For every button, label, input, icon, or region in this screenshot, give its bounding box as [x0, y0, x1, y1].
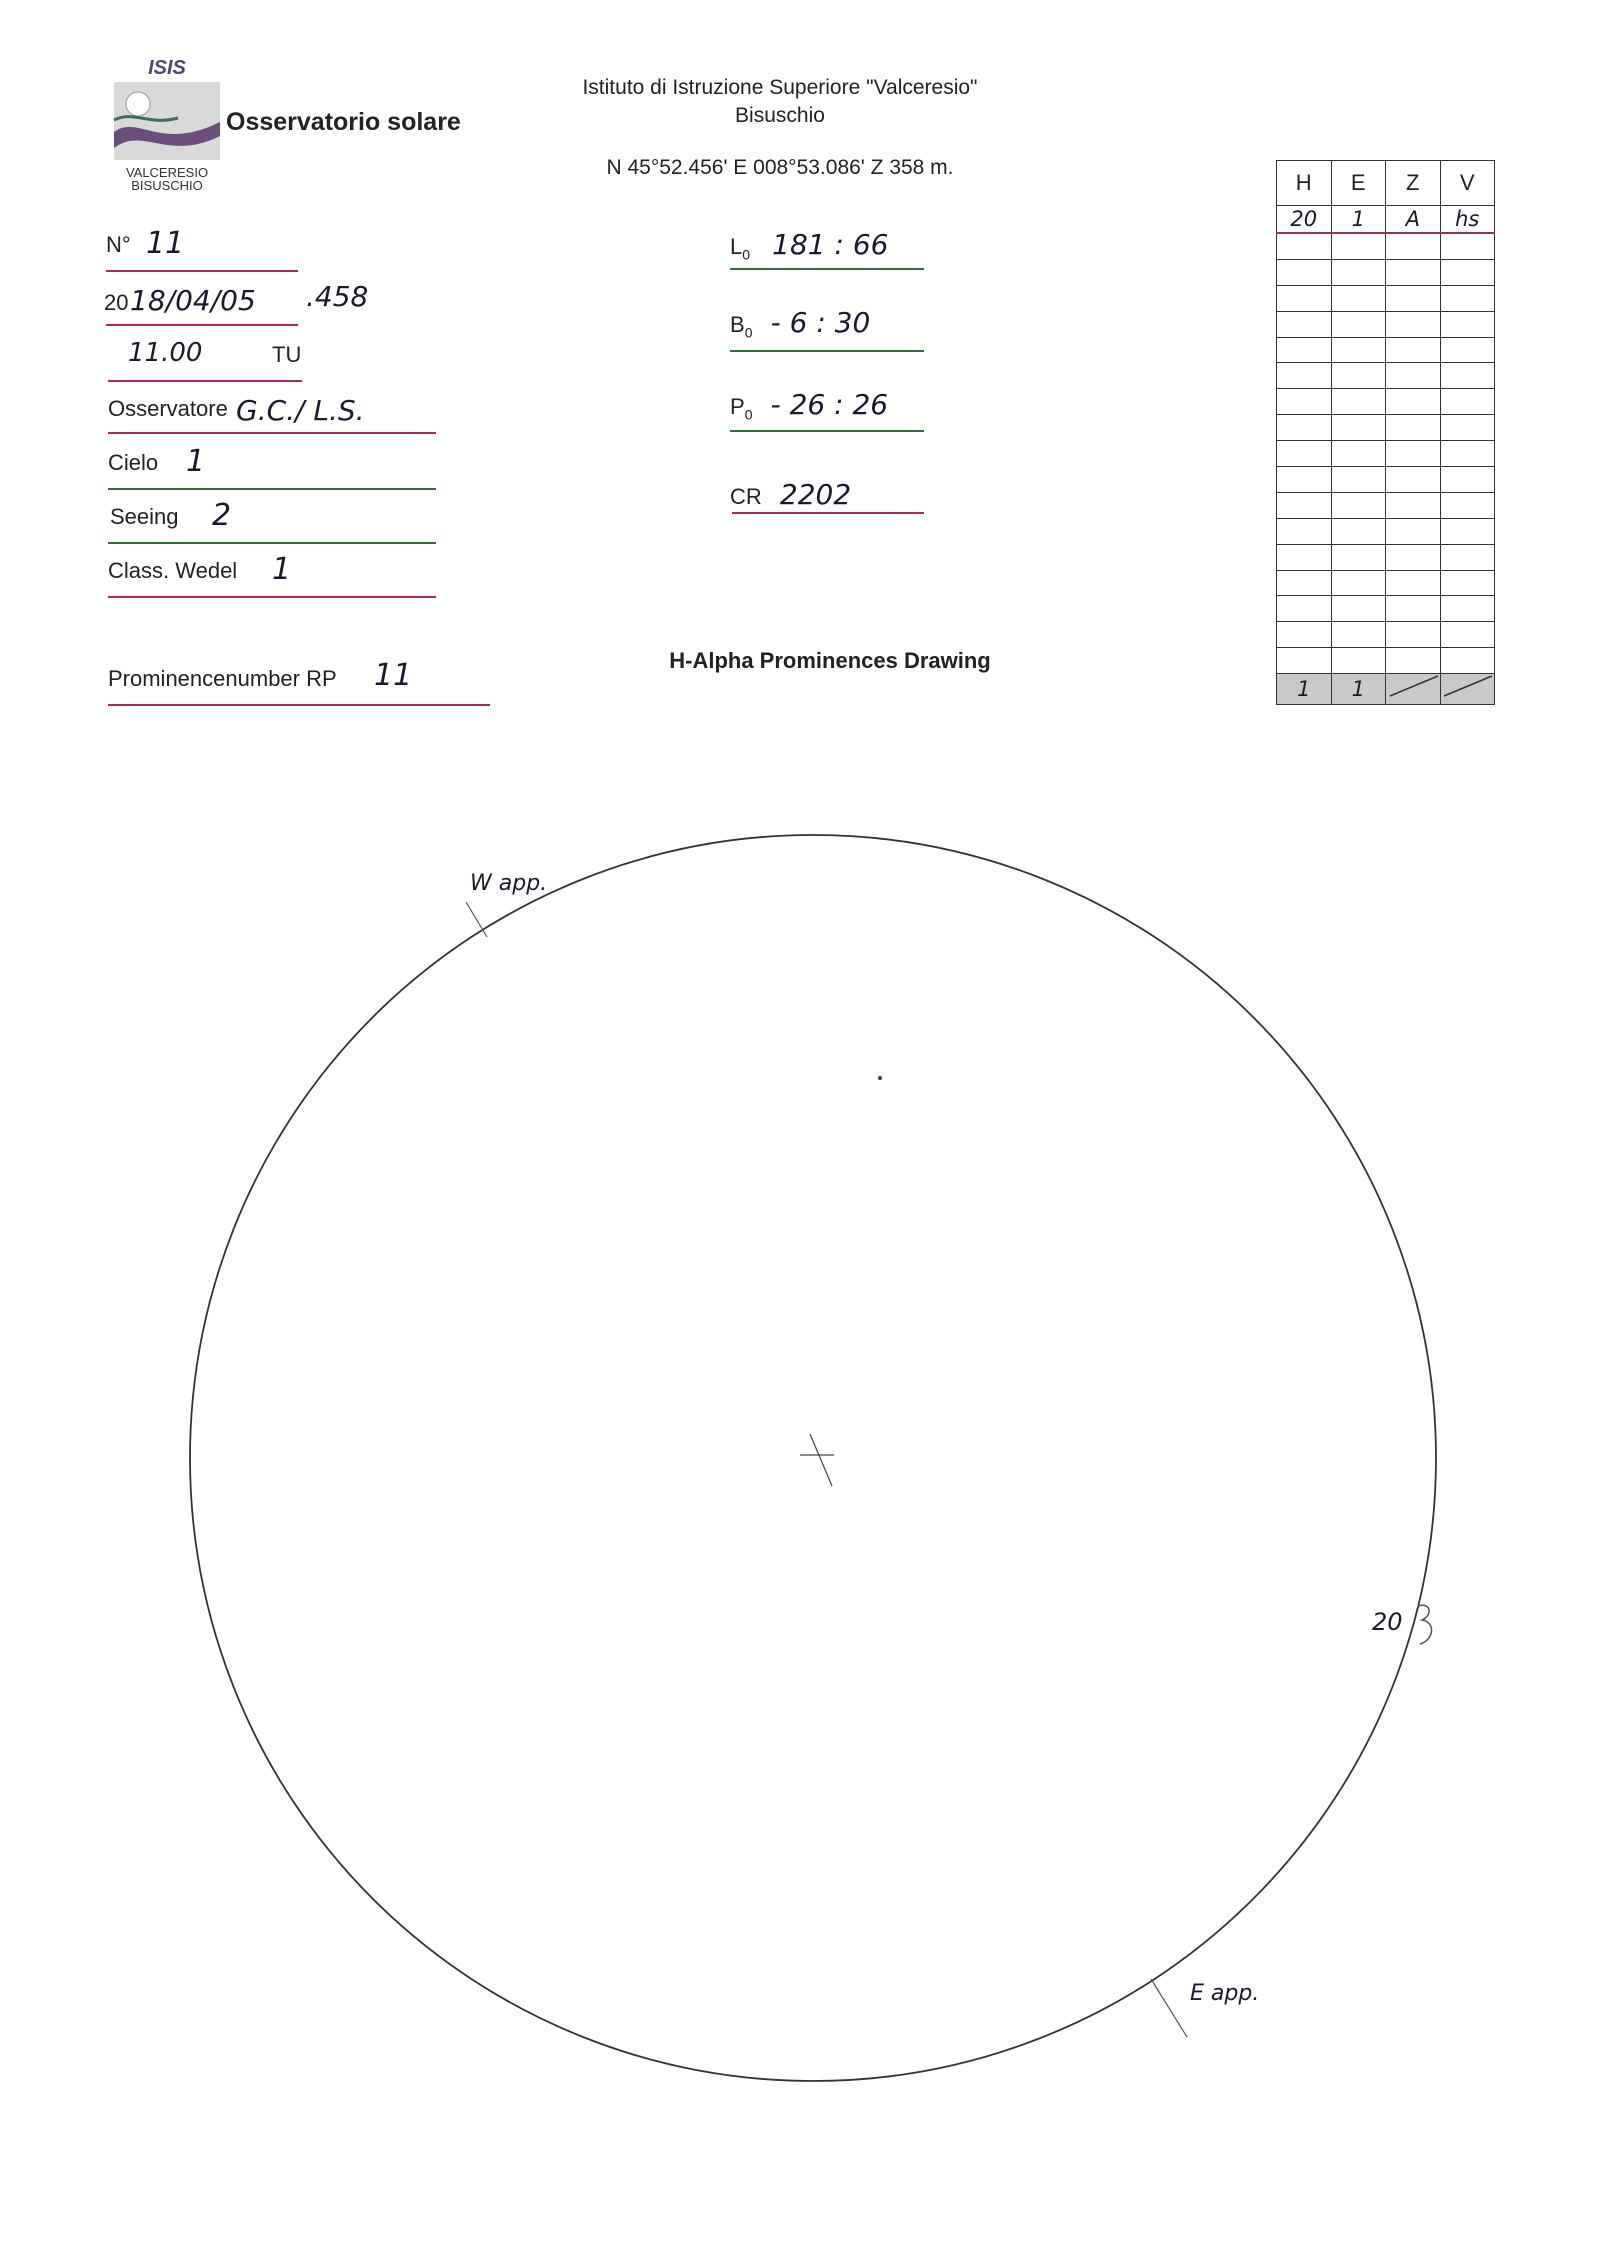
- cell-h: 20: [1277, 206, 1332, 234]
- disk-dot: [878, 1076, 882, 1080]
- logo-bisuschio-text: BISUSCHIO: [131, 178, 203, 193]
- l0-value: 181 : 66: [772, 228, 889, 261]
- header-v: V: [1440, 161, 1495, 206]
- wedel-label: Class. Wedel: [108, 558, 238, 583]
- prominence-sketch: [1418, 1605, 1432, 1644]
- l0-subscript: 0: [742, 246, 751, 263]
- p0-label: P: [730, 394, 745, 419]
- cell-z: A: [1386, 206, 1441, 234]
- seeing-value: 2: [212, 498, 232, 533]
- institute-town: Bisuschio: [735, 104, 825, 127]
- p0-value: - 26 : 26: [770, 388, 889, 421]
- header-z: Z: [1386, 161, 1441, 206]
- cr-label: CR: [730, 484, 762, 509]
- drawing-title: H-Alpha Prominences Drawing: [669, 648, 991, 673]
- header-h: H: [1277, 161, 1332, 206]
- institute-name: Istituto di Istruzione Superiore "Valceresio": [582, 76, 978, 99]
- header-e: E: [1331, 161, 1386, 206]
- b0-subscript: 0: [744, 324, 753, 341]
- total-e: 1: [1331, 674, 1386, 705]
- sky-label: Cielo: [108, 450, 159, 475]
- number-label: N°: [106, 232, 131, 257]
- west-tick: [466, 902, 487, 937]
- b0-value: - 6 : 30: [770, 306, 871, 339]
- observatory-title: Osservatorio solare: [226, 108, 461, 136]
- east-label: E app.: [1190, 1981, 1260, 2006]
- total-h: 1: [1277, 674, 1332, 705]
- logo-valceresio-text: VALCERESIO: [125, 165, 209, 180]
- observer-label: Osservatore: [108, 396, 228, 421]
- logo-isis-text: ISIS: [148, 57, 186, 79]
- prominence-count-value: 11: [374, 658, 413, 693]
- date-prefix: 20: [104, 290, 129, 315]
- solar-disk-outline: [190, 835, 1436, 2081]
- west-label: W app.: [470, 871, 548, 896]
- date-fraction: .458: [306, 280, 369, 313]
- prominence-label: 20: [1372, 1608, 1403, 1636]
- observer-value: G.C./ L.S.: [236, 394, 365, 427]
- p0-subscript: 0: [744, 406, 753, 423]
- prominence-count-label: Prominencenumber RP: [108, 666, 337, 691]
- wedel-value: 1: [272, 552, 292, 587]
- number-value: 11: [146, 226, 185, 261]
- time-unit: TU: [272, 342, 302, 367]
- east-tick: [1151, 1979, 1187, 2037]
- center-cross-v: [810, 1434, 832, 1486]
- b0-label: B: [730, 312, 745, 337]
- cell-e: 1: [1331, 206, 1386, 234]
- l0-label: L: [730, 234, 743, 259]
- observatory-coordinates: N 45°52.456' E 008°53.086' Z 358 m.: [606, 156, 954, 179]
- time-value: 11.00: [128, 338, 203, 368]
- seeing-label: Seeing: [110, 504, 179, 529]
- cr-value: 2202: [779, 478, 852, 511]
- sky-value: 1: [186, 444, 206, 479]
- date-value: 18/04/05: [130, 284, 256, 317]
- cell-v: hs: [1440, 206, 1495, 234]
